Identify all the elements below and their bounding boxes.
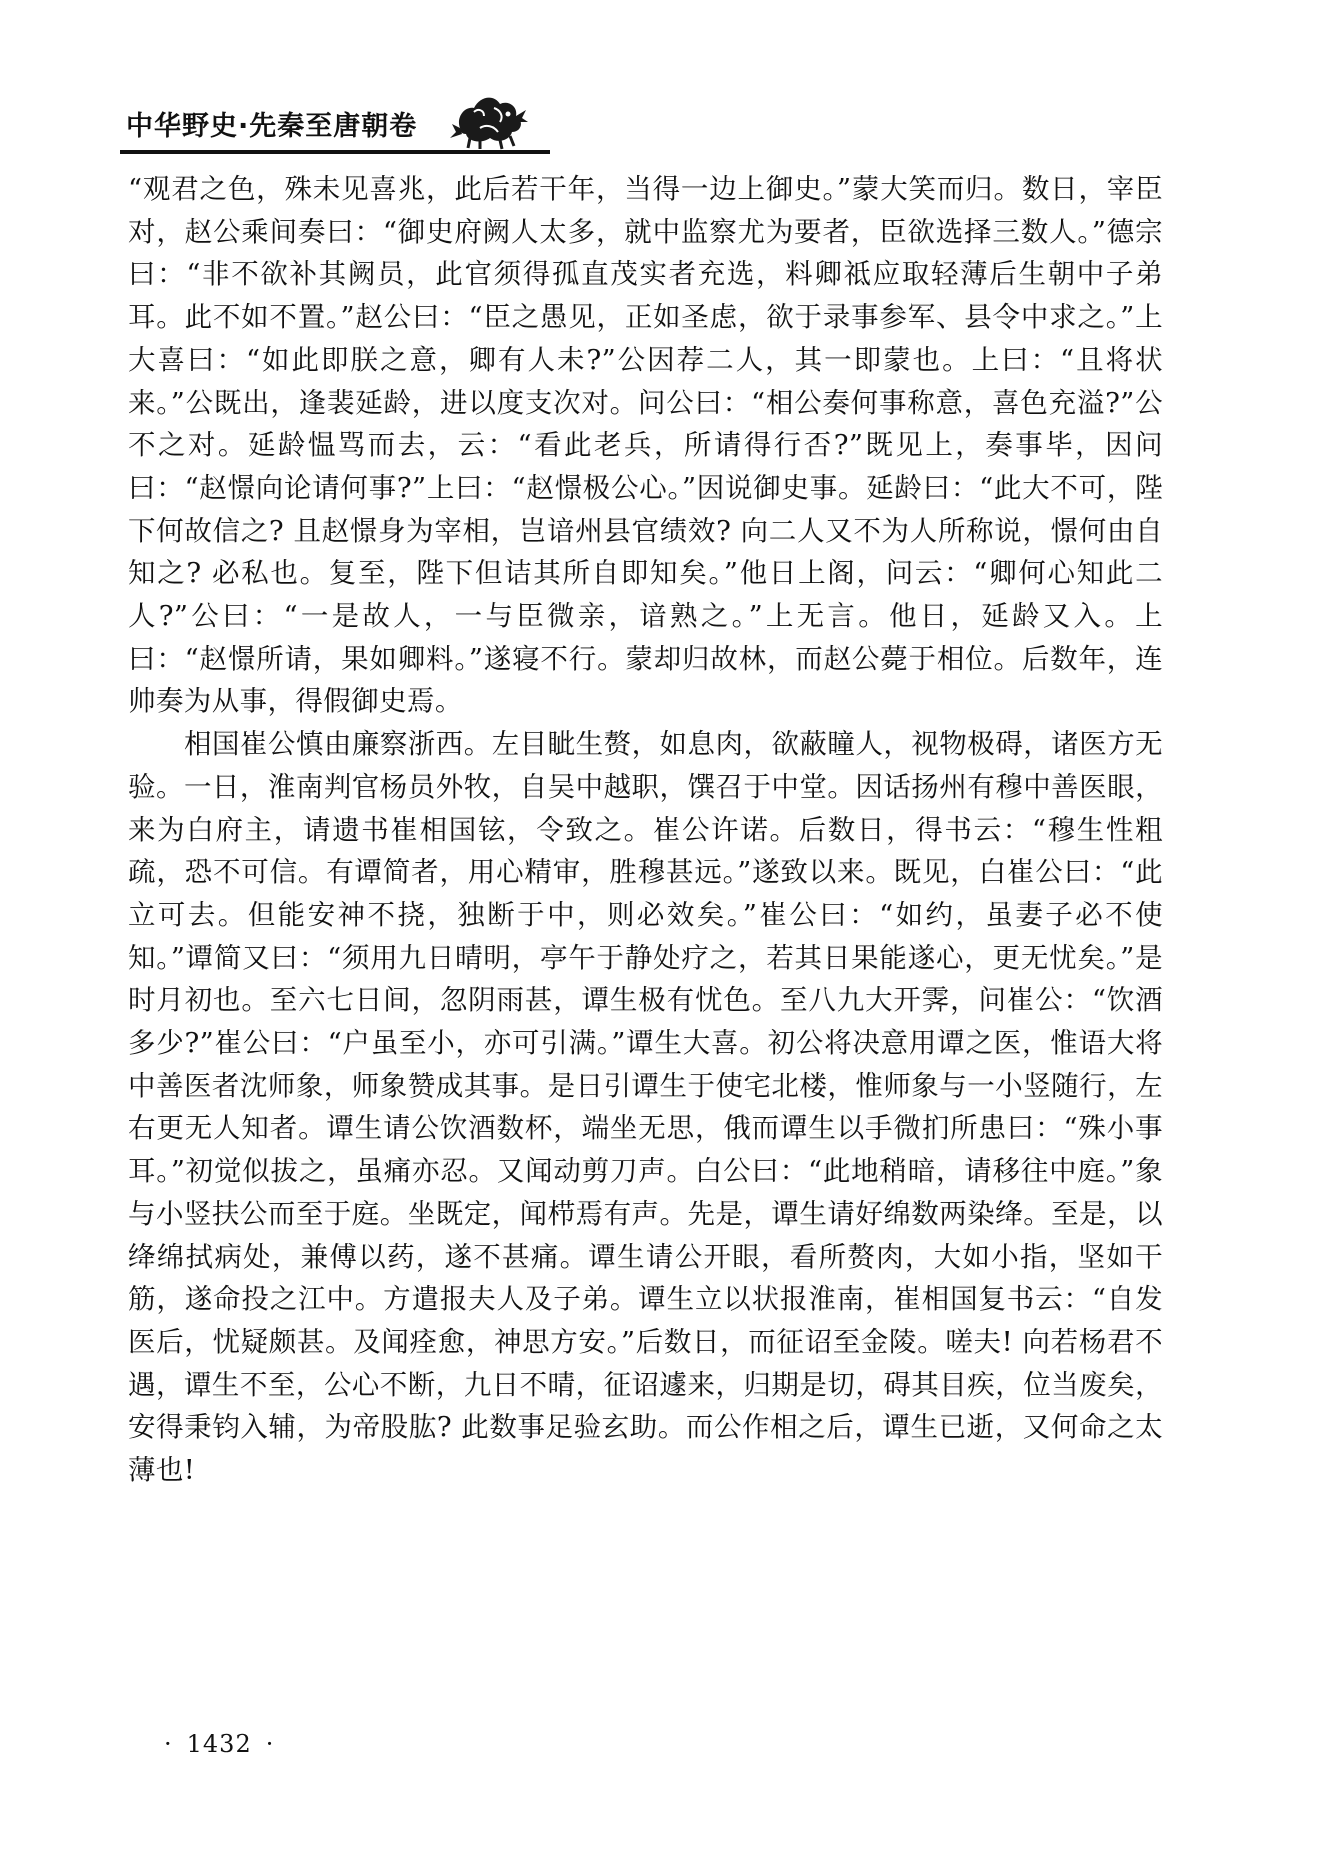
running-header [120,88,1180,154]
paragraph-1: “观君之色，殊未见喜兆，此后若干年，当得一边上御史。”蒙大笑而归。数日，宰臣对，赵公乘间奏曰：“御史府阙人太多，就中监察尤为要者，臣欲选择三数人。”德宗曰：“非不欲补其阙员，此官须得孤直茂实者充选，料卿祗应取轻薄后生朝中子弟耳。此不如不置。”赵公曰：“臣之愚见，正如圣虑，欲于录事参军、县令中求之。”上大喜曰：“如此即朕之意，卿有人未?”公因荐二人，其一即蒙也。上曰：“且将状来。”公既出，逢裴延龄，进以度支次对。问公曰：“相公奏何事称意，喜色充溢?”公不之对。延龄愠骂而去，云：“看此老兵，所请得行否?”既见上，奏事毕，因问曰：“赵憬向论请何事?”上曰：“赵憬极公心。”因说御史事。延龄曰：“此大不可，陛下何故信之? 且赵憬身为宰相，岂谙州县官绩效? 向二人又不为人所称说，憬何由自知之? 必私也。复至，陛下但诘其所自即知矣。”他日上阁，问云：“卿何心知此二人?”公曰：“一是故人，一与臣微亲，谙熟之。”上无言。他日，延龄又入。上曰：“赵憬所请，果如卿料。”遂寝不行。蒙却归故林，而赵公薨于相位。后数年，连帅奏为从事，得假御史焉。 [128,173,1163,718]
book-title: 中华野史·先秦至唐朝卷 [126,111,418,142]
paragraph-2: 相国崔公慎由廉察浙西。左目眦生赘，如息肉，欲蔽瞳人，视物极碍，诸医方无验。一日，淮南判官杨员外牧，自吴中越职，馔召于中堂。因话扬州有穆中善医眼，来为白府主，请遗书崔相国铉，令致之。崔公许诺。后数日，得书云：“穆生性粗疏，恐不可信。有谭简者，用心精审，胜穆甚远。”遂致以来。既见，白崔公曰：“此立可去。但能安神不挠，独断于中，则必效矣。”崔公曰：“如约，虽妻子必不使知。”谭简又曰：“须用九日晴明，亭午于静处疗之，若其日果能遂心，更无忧矣。”是时月初也。至六七日间，忽阴雨甚，谭生极有忧色。至八九大开霁，问崔公：“饮酒多少?”崔公曰：“户虽至小，亦可引满。”谭生大喜。初公将决意用谭之医，惟语大将中善医者沈师象，师象赞成其事。是日引谭生于使宅北楼，惟师象与一小竖随行，左右更无人知者。谭生请公饮酒数杯，端坐无思，俄而谭生以手微扪所患曰：“殊小事耳。”初觉似拔之，虽痛亦忍。又闻动剪刀声。白公曰：“此地稍暗，请移往中庭。”象与小竖扶公而至于庭。坐既定，闻栉焉有声。先是，谭生请好绵数两染绛。至是，以绛绵拭病处，兼傅以药，遂不甚痛。谭生请公开眼，看所赘肉，大如小指，坚如干筋，遂命投之江中。方遣报夫人及子弟。谭生立以状报淮南，崔相国复书云：“自发医后，忧疑颇甚。及闻痊愈，神思方安。”后数日，而征诏至金陵。嗟夫! 向若杨君不遇，谭生不至，公心不断，九日不晴，征诏遽来，归期是切，碍其目疾，位当废矣，安得秉钧入辅，为帝股肱? 此数事足验玄助。而公作相之后，谭生已逝，又何命之太薄也! [128,728,1163,1487]
page-number-value: 1432 [186,1730,252,1758]
page-number-bullet-left: · [164,1730,173,1758]
page-number [150,1730,288,1758]
header-rule [120,150,550,154]
dragon-icon [450,88,530,150]
main-text [128,168,1163,1492]
page-number-bullet-right: · [265,1730,275,1758]
